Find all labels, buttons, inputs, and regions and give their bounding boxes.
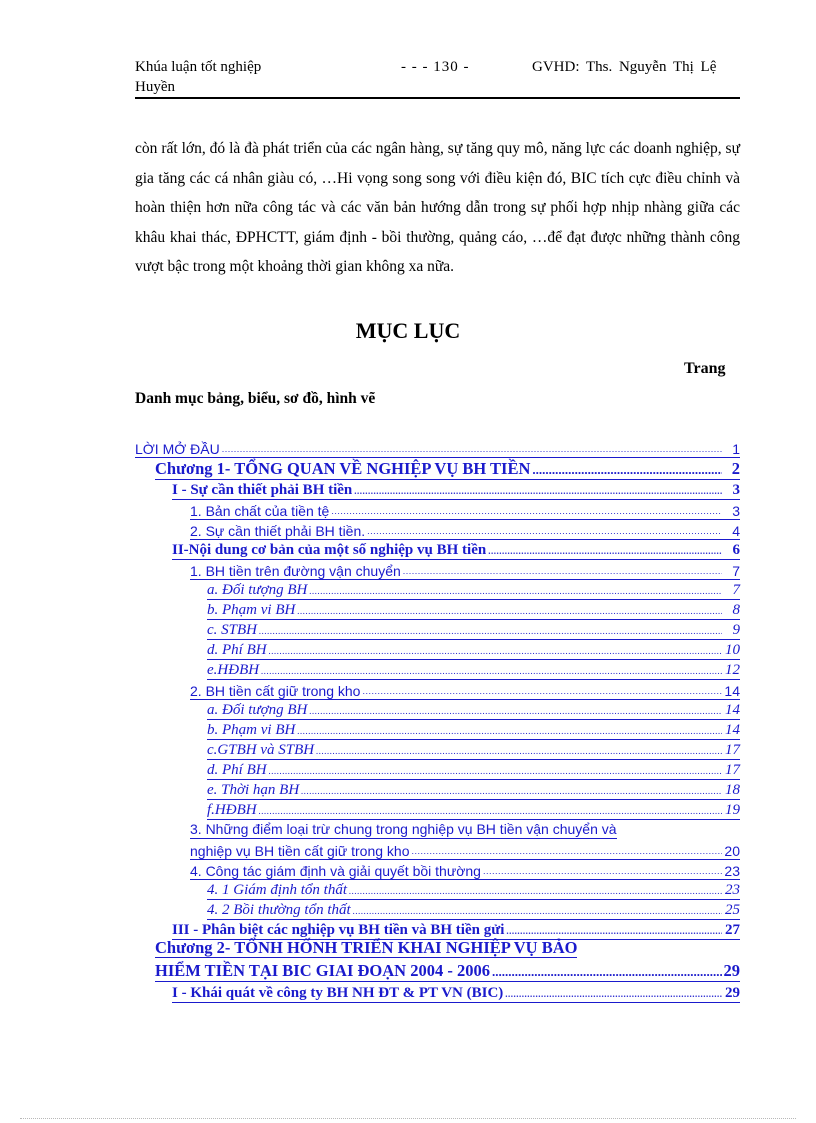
toc-page: 14 — [725, 722, 740, 738]
toc-entry-2-3-line1[interactable]: 3. Những điểm loại trừ chung trong nghiệp vụ BH tiền vận chuyển và — [190, 821, 617, 837]
toc-entry-2-2-f[interactable] — [207, 799, 740, 820]
toc-label: 1. Bản chất của tiền tệ — [190, 503, 330, 519]
toc-entry-2-1-b[interactable] — [207, 599, 740, 620]
toc-label: b. Phạm vi BH — [207, 722, 296, 738]
toc-page: 12 — [725, 662, 740, 678]
toc-leader — [222, 444, 722, 454]
header-advisor-wrap: Huyền — [135, 79, 175, 95]
toc-entry-chapter-2-section-1[interactable] — [172, 982, 740, 1003]
toc-leader — [506, 926, 722, 936]
header-left: Khúa luận tốt nghiệp — [135, 59, 262, 75]
toc-page: 14 — [725, 702, 740, 718]
toc-leader — [492, 964, 722, 980]
toc-leader — [354, 486, 722, 496]
toc-entry-section-1[interactable] — [172, 479, 740, 500]
toc-page: 23 — [725, 882, 740, 898]
trang-label: Trang — [684, 360, 726, 377]
toc-leader — [403, 566, 722, 576]
toc-label: I - Khái quát về công ty BH NH ĐT & PT VN (BIC) — [172, 985, 504, 1001]
toc-leader — [316, 746, 722, 756]
toc-entry-2-2[interactable] — [190, 679, 740, 700]
toc-page: 18 — [725, 782, 740, 798]
toc-leader — [483, 866, 722, 876]
toc-leader — [367, 526, 722, 536]
toc-leader — [532, 462, 722, 478]
toc-label: 4. 1 Giám định tổn thất — [207, 882, 348, 898]
toc-label: 4. Công tác giám định và giải quyết bồi thường — [190, 863, 481, 879]
header-advisor: GVHD: Ths. Nguyễn Thị Lệ — [532, 59, 717, 75]
toc-entry-1-1[interactable] — [190, 499, 740, 520]
toc-label: HIỂM TIỀN TẠI BIC GIAI ĐOẠN 2004 - 2006 — [155, 961, 490, 980]
toc-entry-2-2-d[interactable] — [207, 759, 740, 780]
toc-label: e. Thời hạn BH — [207, 782, 300, 798]
toc-label: II-Nội dung cơ bản của một số nghiệp vụ BH tiền — [172, 542, 487, 558]
toc-page: 10 — [725, 642, 740, 658]
page-bottom-border — [20, 1118, 796, 1119]
toc-label: Chương 1- TỔNG QUAN VỀ NGHIỆP VỤ BH TIỀN — [155, 459, 531, 478]
toc-page: 27 — [725, 922, 740, 938]
toc-entry-1-2[interactable] — [190, 519, 740, 540]
toc-page: 7 — [732, 582, 740, 598]
toc-page: 14 — [724, 683, 740, 699]
toc-page: 3 — [732, 482, 740, 498]
toc-label: 2. BH tiền cất giữ trong kho — [190, 683, 361, 699]
toc-entry-2-1-e[interactable] — [207, 659, 740, 680]
toc-leader — [297, 726, 722, 736]
toc-leader — [353, 906, 722, 916]
toc-label: c.GTBH và STBH — [207, 742, 315, 758]
toc-label: LỜI MỞ ĐẦU — [135, 441, 220, 457]
toc-leader — [269, 766, 722, 776]
toc-entry-chapter-2-line1[interactable]: Chương 2- TỔNH HỐNH TRIỂN KHAI NGHIỆP VỤ BẢO — [155, 938, 578, 957]
toc-leader — [269, 646, 722, 656]
toc-leader — [488, 546, 722, 556]
toc-leader — [505, 989, 722, 999]
page-title: MỤC LỤC — [355, 318, 461, 343]
toc-entry-2-2-a[interactable] — [207, 699, 740, 720]
toc-label: d. Phí BH — [207, 762, 267, 778]
toc-entry-2-2-c[interactable] — [207, 739, 740, 760]
toc-page: 8 — [732, 602, 740, 618]
toc-leader — [297, 606, 722, 616]
toc-entry-2-2-e[interactable] — [207, 779, 740, 800]
toc-page: 17 — [725, 762, 740, 778]
toc-label: I - Sự cần thiết phải BH tiền — [172, 482, 353, 498]
toc-leader — [261, 666, 722, 676]
toc-label: III - Phân biệt các nghiệp vụ BH tiền và BH tiền gửi — [172, 922, 505, 938]
toc-entry-2-4-1[interactable] — [207, 879, 740, 900]
toc-leader — [331, 506, 722, 516]
toc-page: 9 — [732, 622, 740, 638]
toc-leader — [309, 706, 722, 716]
header-page-number: - - - 130 - — [401, 59, 470, 75]
toc-page: 2 — [731, 459, 740, 478]
toc-page: 19 — [725, 802, 740, 818]
toc-entry-2-1-a[interactable] — [207, 579, 740, 600]
toc-entry-2-3[interactable] — [190, 839, 740, 860]
toc-entry-2-1[interactable] — [190, 559, 740, 580]
toc-entry-chapter-2[interactable] — [155, 961, 740, 982]
toc-page: 25 — [725, 902, 740, 918]
toc-page: 1 — [732, 441, 740, 457]
toc-page: 17 — [725, 742, 740, 758]
toc-page: 4 — [732, 523, 740, 539]
toc-page: 29 — [725, 985, 740, 1001]
toc-label: 1. BH tiền trên đường vận chuyển — [190, 563, 401, 579]
toc-page: 7 — [732, 563, 740, 579]
toc-label: 2. Sự cần thiết phải BH tiền. — [190, 523, 366, 539]
toc-entry-2-4[interactable] — [190, 859, 740, 880]
toc-entry-section-3[interactable] — [172, 919, 740, 940]
toc-entry-2-4-2[interactable] — [207, 899, 740, 920]
toc-page: 23 — [724, 863, 740, 879]
toc-leader — [309, 586, 722, 596]
toc-page: 29 — [723, 961, 740, 980]
toc-leader — [349, 886, 722, 896]
toc-leader — [412, 846, 722, 856]
toc-leader — [259, 806, 722, 816]
toc-page: 3 — [732, 503, 740, 519]
toc-label: f.HĐBH — [207, 802, 257, 818]
toc-label: a. Đối tượng BH — [207, 702, 308, 718]
toc-entry-section-2[interactable] — [172, 539, 740, 560]
body-paragraph: còn rất lớn, đó là đà phát triển của các ngân hàng, sự tăng quy mô, năng lực các doanh nghiệp, sự gia tăng các cá nhân giàu có, …Hi vọng song song với điều kiện đó, BIC tích cực điều chỉnh và hoàn thiện hơn nữa công tác và các văn bản hướng dẫn trong sự phối hợp nhịp nhàng giữa các khâu khai thác, ĐPHCTT, giám định - bồi thường, quảng cáo, …để đạt được những thành công vượt bậc trong một khoảng thời gian không xa nữa. — [135, 140, 740, 276]
toc-label: c. STBH — [207, 622, 257, 638]
toc-label: e.HĐBH — [207, 662, 260, 678]
toc-label: b. Phạm vi BH — [207, 602, 296, 618]
toc-leader — [362, 686, 722, 696]
toc-label: a. Đối tượng BH — [207, 582, 308, 598]
toc-entry-loi-mo-dau[interactable] — [135, 437, 740, 458]
toc-entry-chapter-1[interactable] — [155, 459, 740, 480]
toc-page: 20 — [724, 843, 740, 859]
toc-label: d. Phí BH — [207, 642, 267, 658]
toc-entry-2-1-d[interactable] — [207, 639, 740, 660]
toc-label: nghiệp vụ BH tiền cất giữ trong kho — [190, 843, 410, 859]
toc-entry-2-1-c[interactable] — [207, 619, 740, 640]
toc-leader — [301, 786, 722, 796]
toc-entry-2-2-b[interactable] — [207, 719, 740, 740]
list-heading: Danh mục bảng, biểu, sơ đồ, hình vẽ — [135, 390, 376, 407]
toc-leader — [259, 626, 722, 636]
toc-label: 4. 2 Bồi thường tổn thất — [207, 902, 351, 918]
toc-page: 6 — [732, 542, 740, 558]
